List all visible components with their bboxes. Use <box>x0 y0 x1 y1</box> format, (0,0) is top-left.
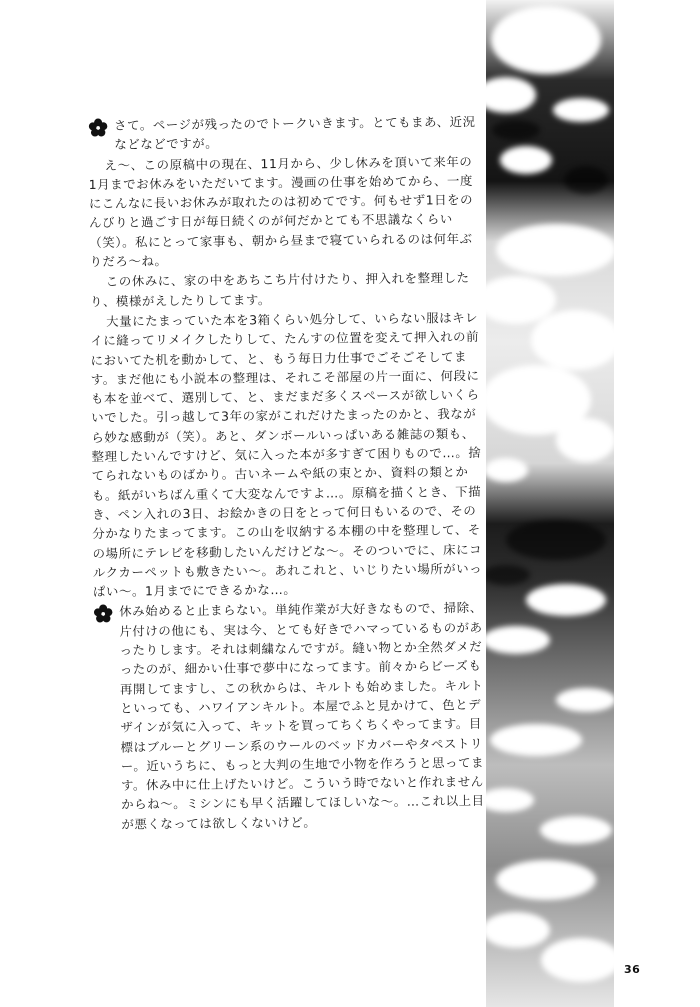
paragraph-intro <box>88 112 478 155</box>
flower-icon <box>88 118 108 138</box>
paragraph-text: この休みに、家の中をあちこち片付けたり、押入れを整理したり、模様がえしたりしてます。 <box>89 270 470 309</box>
paragraph-text: 休み始めると止まらない。単純作業が大好きなもので、掃除、片付けの他にも、実は今、とても好きでハマっているものがあったりします。それは刺繍なんですが。縫い物とか全然ダメだったのが、細かい仕事で夢中になってます。前々からビーズも再開してますし、この秋からは、キルトも始めました。キルトといっても、ハワイアンキルト。本屋でふと見かけて、色とデザインが気に入って、キットを買ってちくちくやってます。目標はブルーとグリーン系のウールのベッドカバーやタペストリー。近いうちに、もっと大判の生地で小物を作ろうと思ってます。休み中に仕上げたいけど。こういう時でないと作れませんからね〜。ミシンにも早く活躍してほしいな〜。…これ以上目が悪くなっては欲しくないけど。 <box>119 600 485 832</box>
sky-clouds-illustration <box>486 0 614 1007</box>
paragraph-tidying <box>90 268 480 311</box>
afterword-text <box>88 112 486 835</box>
paragraph-text: え〜、この原稿中の現在、11月から、少し休みを頂いて来年の1月までお休みをいただいてます。漫画の仕事を始めてから、一度にこんなに長いお休みが取れたのは初めてです。何もせず1日をのんびりと過ごす日が毎日続くのが何だかとても不思議なくらい（笑）。私にとって家事も、朝から昼まで寝ていられるのは何年ぶりだろ〜ね。 <box>88 153 474 270</box>
page-number: 36 <box>624 963 641 976</box>
paragraph-hobbies <box>93 598 485 834</box>
paragraph-text: さて。ページが残ったのでトークいきます。とてもまあ、近況などなどですが。 <box>114 113 476 153</box>
flower-icon <box>93 604 113 624</box>
paragraph-text: 大量にたまっていた本を3箱くらい処分して、いらない服はキレイに縫ってリメイクしたりして、たんすの位置を変えて押入れの前においてた机を動かして、と、もう毎日力仕事でごそごそしてます。まだ他にも小説本の整理は、それこそ部屋の片一面に、何段にも本を並べて、選別して、と、まだまだ多くスペースが欲しいくらいでした。引っ越して3年の家がこれだけたまったのかと、我ながら妙な感動が（笑）。あと、ダンボールいっぱいある雑誌の類も、整理したいんですけど、気に入った本が多すぎて困りもので…。捨てられないものばかり。古いネームや紙の束とか、資料の類とかも。紙がいちばん重くて大変なんですよ…。原稿を描くとき、下描き、ペン入れの3日、お絵かきの日をとって何日もいるので、その分かなりたまってます。この山を収納する本棚の中を整理して、その場所にテレビを移動したいんだけどな〜。そのついでに、床にコルクカーペットも敷きたい〜。あれこれと、いじりたい場所がいっぱい〜。1月までにできるかな…。 <box>90 309 483 600</box>
paragraph-books <box>90 308 483 602</box>
paragraph-vacation <box>88 152 479 272</box>
